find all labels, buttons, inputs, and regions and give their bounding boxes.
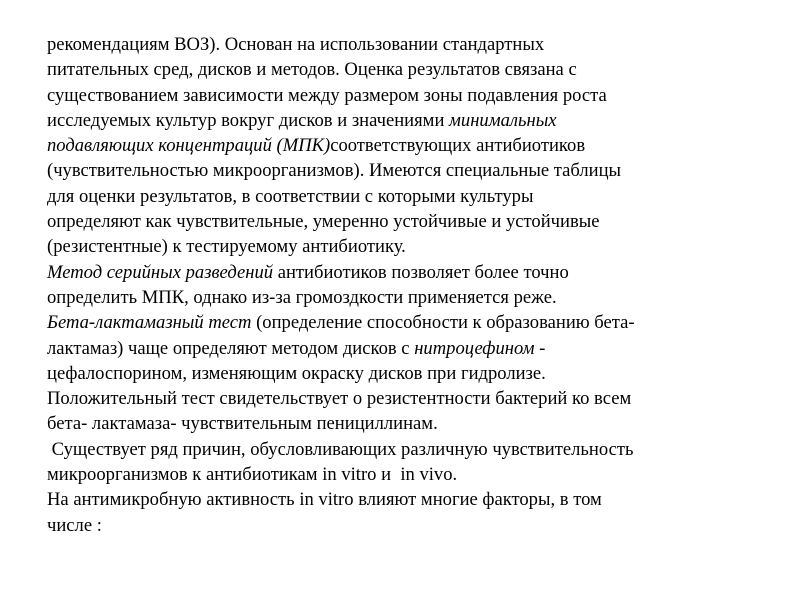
text-line: рекомендациям ВОЗ). Основан на использовании стандартных	[47, 34, 545, 55]
text-line: питательных сред, дисков и методов. Оценка результатов связана с	[47, 59, 577, 81]
text-line: Существует ряд причин, обусловливающих различную чувствительность	[47, 438, 634, 460]
italic-term: нитроцефином	[414, 337, 535, 359]
text-line: определяют как чувствительные, умеренно устойчивые и устойчивые	[47, 211, 600, 233]
text-line: Метод серийных разведений антибиотиков позволяет более точно	[47, 261, 569, 283]
text-line: подавляющих концентраций (МПК)соответствующих антибиотиков	[47, 135, 586, 157]
text-line: На антимикробную активность in vitro влияют многие факторы, в том	[47, 489, 602, 511]
text-line: Положительный тест свидетельствует о резистентности бактерий ко всем	[47, 388, 632, 410]
text-line: лактамаз) чаще определяют методом дисков с нитроцефином -	[47, 337, 546, 359]
italic-term: Метод серийных разведений	[47, 261, 274, 283]
text-line: (чувствительностью микроорганизмов). Имеются специальные таблицы	[47, 160, 622, 182]
italic-term: подавляющих концентраций (МПК)	[47, 135, 331, 157]
italic-term: Бета-лактамазный тест	[47, 312, 252, 334]
text-line: бета- лактамаза- чувствительным пенициллинам.	[47, 413, 438, 435]
text-line: числе :	[47, 514, 102, 536]
text-line: определить МПК, однако из-за громоздкости применяется реже.	[47, 286, 557, 308]
text-line: микроорганизмов к антибиотикам in vitro и in vivo.	[47, 464, 458, 486]
text-line: Бета-лактамазный тест (определение способности к образованию бета-	[47, 312, 635, 334]
italic-term: минимальных	[449, 109, 557, 131]
text-line: цефалоспорином, изменяющим окраску дисков при гидролизе.	[47, 362, 546, 384]
text-line: исследуемых культур вокруг дисков и значениями минимальных	[47, 109, 557, 131]
text-line: существованием зависимости между размером зоны подавления роста	[47, 84, 607, 106]
document-body	[47, 32, 767, 538]
text-line: для оценки результатов, в соответствии с которыми культуры	[47, 185, 534, 207]
text-line: (резистентные) к тестируемому антибиотику.	[47, 236, 406, 258]
